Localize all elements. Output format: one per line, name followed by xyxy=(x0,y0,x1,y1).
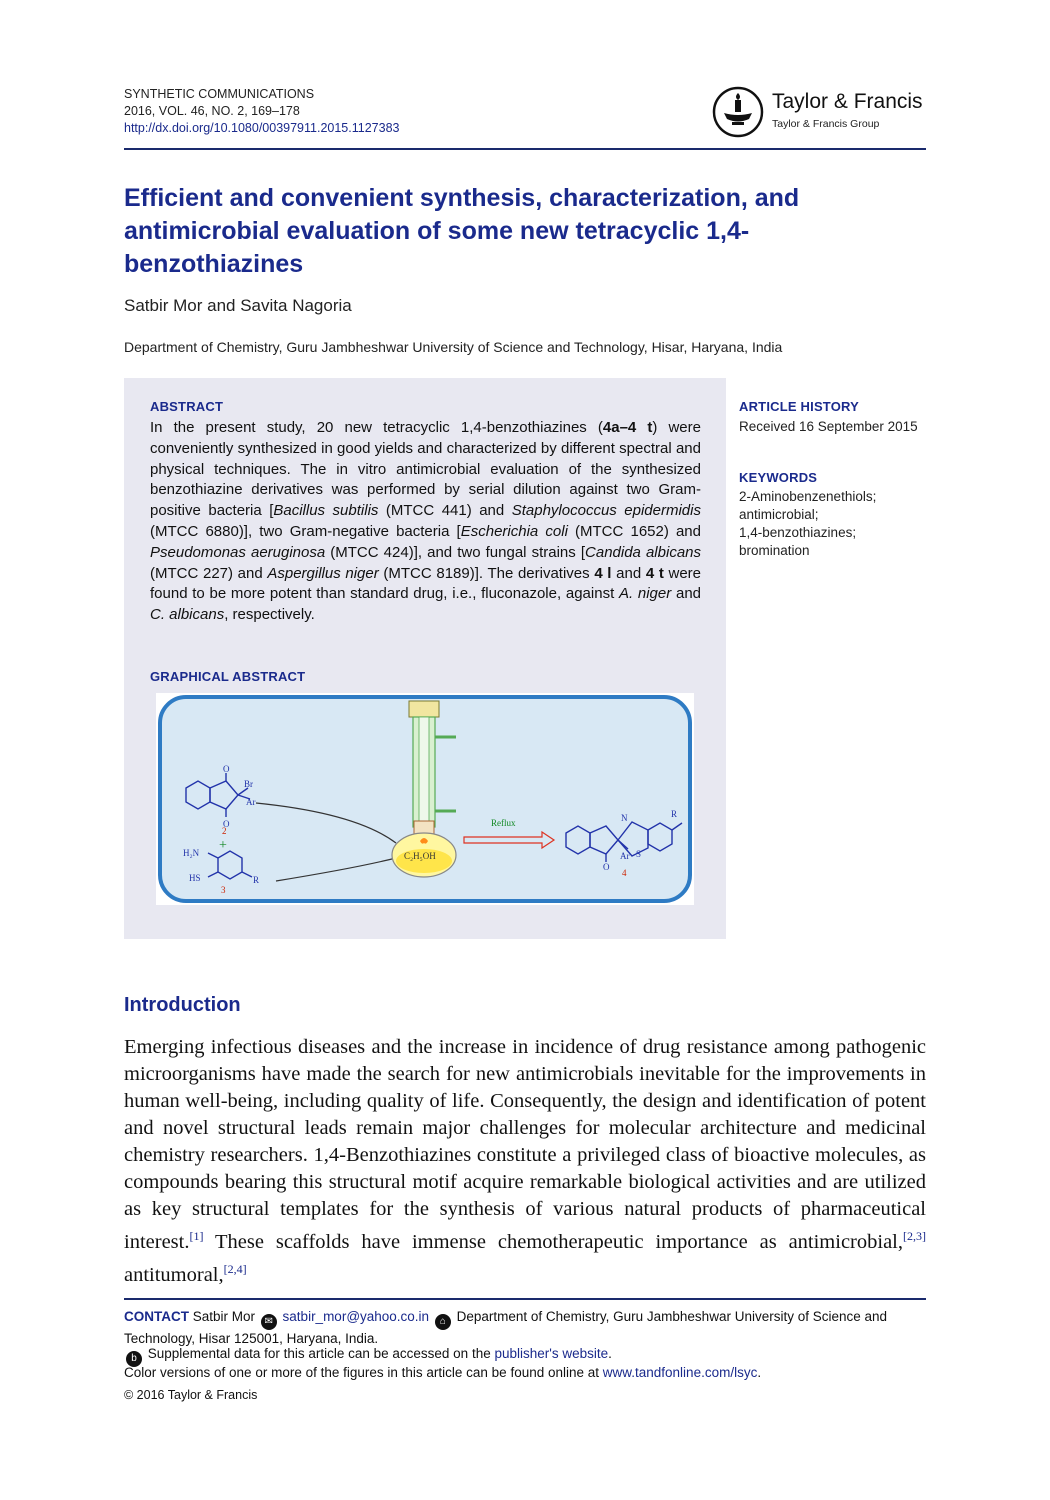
abstract-label: ABSTRACT xyxy=(150,399,224,414)
compound-2-label: 2 xyxy=(222,826,227,836)
supplemental-note: b Supplemental data for this article can be accessed on the publisher's website. xyxy=(124,1345,926,1367)
product-ar-label: Ar xyxy=(620,851,630,861)
keyword-item: 1,4-benzothiazines; xyxy=(739,525,857,540)
keywords-label: KEYWORDS xyxy=(739,470,818,485)
nh2-label: H₂N xyxy=(183,848,200,858)
article-affiliation: Department of Chemistry, Guru Jambheshwar University of Science and Technology, Hisar, Haryana, India xyxy=(124,339,783,355)
product-r-label: R xyxy=(671,809,678,819)
keyword-item: 2-Aminobenzenethiols; xyxy=(739,489,877,504)
contact-label: CONTACT xyxy=(124,1309,189,1324)
graphical-abstract-figure xyxy=(156,693,694,905)
reflux-label: Reflux xyxy=(491,818,516,828)
graphical-abstract-label: GRAPHICAL ABSTRACT xyxy=(150,669,306,684)
hs-label: HS xyxy=(189,873,201,883)
article-title: Efficient and convenient synthesis, characterization, and antimicrobial evaluation of some new tetracyclic 1,4-benzothiazines xyxy=(124,184,800,278)
journal-website-link[interactable]: www.tandfonline.com/lsyc xyxy=(602,1365,758,1380)
publisher-logo xyxy=(712,86,932,138)
compound-4-label: 4 xyxy=(622,868,627,878)
publisher-website-link[interactable]: publisher's website xyxy=(494,1346,609,1361)
color-note: Color versions of one or more of the figures in this article can be found online at www.tandfonline.com/lsyc. xyxy=(124,1365,762,1380)
r-label: R xyxy=(253,875,260,885)
citation-link[interactable]: [2,3] xyxy=(903,1229,926,1243)
o-bottom-label: O xyxy=(223,819,230,829)
journal-volume: 2016, VOL. 46, NO. 2, 169–178 xyxy=(124,104,300,118)
footer-rule xyxy=(124,1298,926,1300)
introduction-paragraph: Emerging infectious diseases and the increase in incidence of drug resistance among pathogenic microorganisms have made the search for new antimicrobials inevitable for the improvements in human well-being, including quality of life. Consequently, the design and identification of potent and novel structural leads remain major challenges for molecular architecture and medicinal chemistry researchers. 1,4-Benzothiazines constitute a privileged class of bioactive molecules, as compounds bearing this structural motif acquire remarkable biological activities and are utilized as key structural templates for the synthesis of various natural products of pharmaceutical interest.[1] These scaffolds have immense chemotherapeutic importance as antimicrobial,[2,3] antitumoral,[2,4] xyxy=(124,1036,926,1286)
ar-label: Ar xyxy=(246,797,256,807)
keywords-list xyxy=(739,488,919,560)
contact-note: CONTACT Satbir Mor ✉ satbir_mor@yahoo.co.in ⌂ Department of Chemistry, Guru Jambheshwar University of Science and Technology, Hisar 125001, Haryana, India. xyxy=(124,1309,888,1346)
keyword-item: bromination xyxy=(739,543,810,558)
journal-meta xyxy=(124,86,399,137)
address-icon: ⌂ xyxy=(435,1314,451,1330)
citation-link[interactable]: [2,4] xyxy=(223,1261,247,1276)
article-authors: Satbir Mor and Savita Nagoria xyxy=(124,296,352,315)
introduction-heading: Introduction xyxy=(124,994,241,1016)
header-rule xyxy=(124,148,926,150)
product-n-label: N xyxy=(621,813,628,823)
publisher-group: Taylor & Francis Group xyxy=(772,118,880,130)
citation-link[interactable]: [1] xyxy=(189,1229,204,1243)
abstract-text: In the present study, 20 new tetracyclic 1,4-benzothiazines (4a–4 t) were conveniently synthesized in good yields and characterized by different spectral and physical techniques. The in vitro antimicrobial evaluation of the synthesized benzothiazine derivatives was performed by serial dilution against two Gram-positive bacteria [Bacillus subtilis (MTCC 441) and Staphylococcus epidermidis (MTCC 6880)], two Gram-negative bacteria [Escherichia coli (MTCC 1652) and Pseudomonas aeruginosa (MTCC 424)], and two fungal strains [Candida albicans (MTCC 227) and Aspergillus niger (MTCC 8189)]. The derivatives 4 l and 4 t were found to be more potent than standard drug, i.e., fluconazole, against A. niger and C. albicans, respectively. xyxy=(150,419,702,624)
copyright: © 2016 Taylor & Francis xyxy=(124,1388,258,1402)
solvent-label: C₂H₅OH xyxy=(404,851,436,861)
supplemental-icon: b xyxy=(126,1351,142,1367)
lamp-icon xyxy=(712,86,764,138)
doi-link[interactable]: http://dx.doi.org/10.1080/00397911.2015.1127383 xyxy=(124,121,400,135)
keyword-item: antimicrobial; xyxy=(739,507,819,522)
br-label: Br xyxy=(244,779,253,789)
journal-name: SYNTHETIC COMMUNICATIONS xyxy=(124,87,315,101)
product-s-label: S xyxy=(636,849,642,859)
o-top-label: O xyxy=(223,764,230,774)
compound-3-label: 3 xyxy=(221,885,226,895)
email-icon: ✉ xyxy=(261,1314,277,1330)
email-link[interactable]: satbir_mor@yahoo.co.in xyxy=(282,1309,430,1324)
article-history-text: Received 16 September 2015 xyxy=(739,419,918,434)
article-history-label: ARTICLE HISTORY xyxy=(739,399,860,414)
plus-sign: + xyxy=(219,838,227,853)
product-o-label: O xyxy=(603,862,610,872)
publisher-brand: Taylor & Francis xyxy=(772,90,923,113)
